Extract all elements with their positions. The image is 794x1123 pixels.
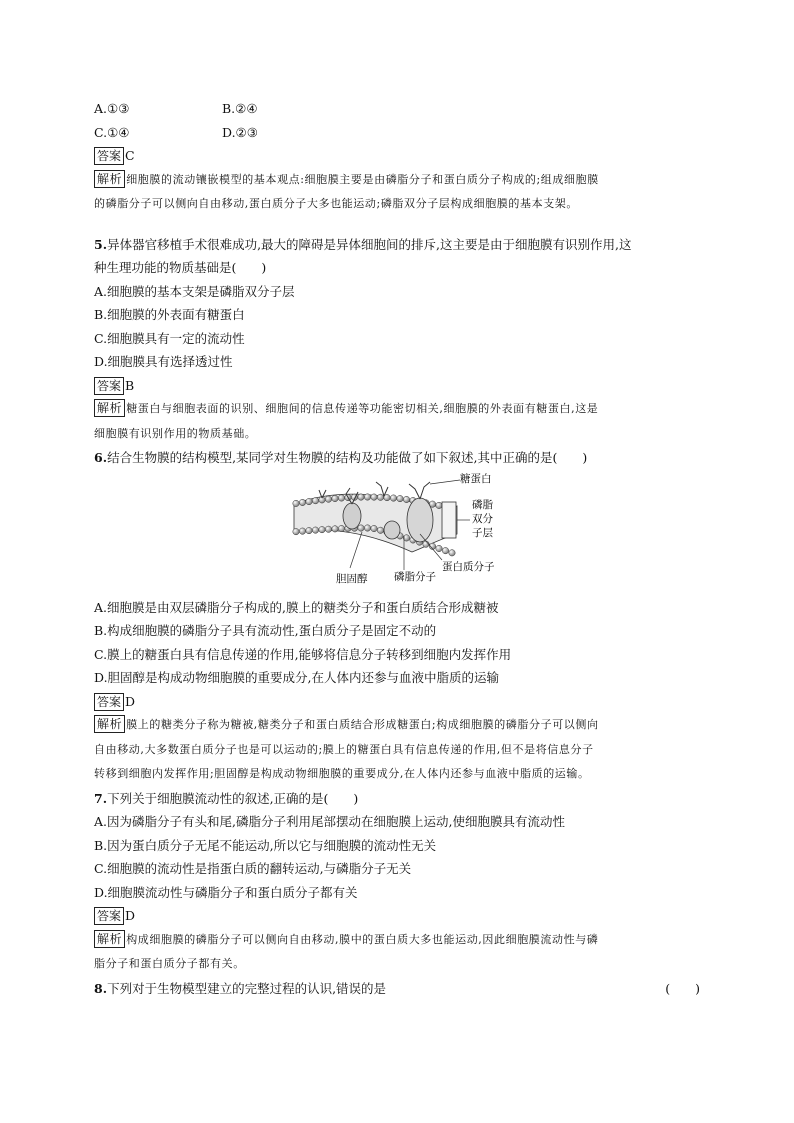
- answer-tag: 答案: [94, 907, 124, 925]
- q5-answer: [94, 374, 700, 398]
- phospholipid-head: [436, 502, 442, 508]
- q4-option-b: B.②④: [222, 101, 258, 116]
- q4-option-d: D.②③: [222, 124, 258, 140]
- q5-stem-line-2: 种生理功能的物质基础是( ): [94, 260, 267, 275]
- phospholipid-head: [299, 499, 305, 505]
- q4-options-row-2: [94, 121, 700, 145]
- q7-number: 7.: [94, 790, 108, 806]
- q7-answer: [94, 904, 700, 928]
- q8-number: 8.: [94, 980, 108, 996]
- q7-option-d: D.细胞膜流动性与磷脂分子和蛋白质分子都有关: [94, 884, 358, 900]
- phospholipid-head: [377, 494, 383, 500]
- q8-stem: [94, 977, 700, 1001]
- q7-stem-text: 下列关于细胞膜流动性的叙述,正确的是( ): [107, 790, 359, 806]
- explanation-tag: 解析: [94, 399, 125, 417]
- phospholipid-head: [390, 494, 396, 500]
- phospholipid-head: [371, 525, 377, 531]
- label-glycoprotein: 糖蛋白: [460, 472, 492, 485]
- membrane-diagram: [94, 470, 700, 596]
- membrane-model-figure: [292, 472, 512, 592]
- answer-tag: 答案: [94, 147, 124, 165]
- q5-explanation-line: 糖蛋白与细胞表面的识别、细胞间的信息传递等功能密切相关,细胞膜的外表面有糖蛋白,这是: [126, 402, 599, 415]
- phospholipid-head: [371, 493, 377, 499]
- q5-explanation-line: 细胞膜有识别作用的物质基础。: [94, 426, 257, 440]
- q7-option-b: B.因为蛋白质分子无尾不能运动,所以它与细胞膜的流动性无关: [94, 837, 437, 853]
- q5-stem-line-1: [94, 233, 700, 257]
- phospholipid-head: [312, 497, 318, 503]
- phospholipid-head: [338, 494, 344, 500]
- explanation-tag: 解析: [94, 170, 125, 188]
- label-phospholipid: 磷脂分子: [394, 570, 436, 583]
- q6-stem-text: 结合生物膜的结构模型,某同学对生物膜的结构及功能做了如下叙述,其中正确的是( ): [107, 450, 588, 465]
- phospholipid-head: [293, 528, 299, 534]
- protein-shape: [343, 503, 361, 529]
- phospholipid-head: [338, 525, 344, 531]
- q6-number: 6.: [94, 450, 108, 465]
- q6-option-b: B.构成细胞膜的磷脂分子具有流动性,蛋白质分子是固定不动的: [94, 623, 437, 638]
- phospholipid-head: [449, 549, 455, 555]
- phospholipid-head: [377, 527, 383, 533]
- answer-tag: 答案: [94, 377, 124, 395]
- phospholipid-head: [403, 496, 409, 502]
- phospholipid-head: [358, 524, 364, 530]
- q6-answer: [94, 690, 700, 714]
- q7-stem: [94, 787, 700, 811]
- q4-options-row-1: [94, 97, 700, 121]
- phospholipid-head: [364, 493, 370, 499]
- protein-shape: [384, 521, 400, 539]
- q4-answer: [94, 144, 700, 168]
- q7-option-a: A.因为磷脂分子有头和尾,磷脂分子利用尾部摆动在细胞膜上运动,使细胞膜具有流动性: [94, 814, 565, 829]
- q4-option-a: A.①③: [94, 101, 130, 116]
- explanation-tag: 解析: [94, 715, 125, 733]
- q5-option-d: D.细胞膜具有选择透过性: [94, 354, 233, 369]
- q6-explanation-line: 自由移动,大多数蛋白质分子也是可以运动的;膜上的糖蛋白具有信息传递的作用,但不是将信息分子: [94, 742, 594, 756]
- q4-explanation: [94, 168, 700, 217]
- q7-explanation-line: 脂分子和蛋白质分子都有关。: [94, 957, 245, 970]
- q5-explanation: [94, 397, 700, 446]
- q6-option-d: D.胆固醇是构成动物细胞膜的重要成分,在人体内还参与血液中脂质的运输: [94, 670, 500, 685]
- q5-option-b: B.细胞膜的外表面有糖蛋白: [94, 307, 245, 322]
- q7-option-c: C.细胞膜的流动性是指蛋白质的翻转运动,与磷脂分子无关: [94, 861, 412, 876]
- q6-answer-value: D: [125, 693, 136, 709]
- label-bilayer-1: 磷脂: [472, 498, 493, 511]
- label-cholesterol: 胆固醇: [336, 572, 368, 585]
- sugar-chain: [376, 482, 388, 496]
- q6-stem: [94, 446, 700, 470]
- phospholipid-head: [332, 525, 338, 531]
- label-bilayer-3: 子层: [472, 526, 493, 539]
- phospholipid-head: [332, 495, 338, 501]
- q8-answer-paren: ( ): [665, 980, 700, 996]
- phospholipid-head: [306, 498, 312, 504]
- label-protein: 蛋白质分子: [442, 560, 495, 573]
- q6-explanation-line: 膜上的糖类分子称为糖被,糖类分子和蛋白质结合形成糖蛋白;构成细胞膜的磷脂分子可以侧向: [126, 718, 599, 731]
- q7-answer-value: D: [125, 908, 136, 923]
- explanation-tag: 解析: [94, 930, 125, 948]
- q4-explanation-line: 的磷脂分子可以侧向自由移动,蛋白质分子大多也能运动;磷脂双分子层构成细胞膜的基本支架。: [94, 197, 578, 210]
- protein-shape: [407, 498, 433, 542]
- content: [94, 97, 700, 1000]
- q8-stem-text: 下列对于生物模型建立的完整过程的认识,错误的是: [107, 980, 387, 996]
- q6-option-a: A.细胞膜是由双层磷脂分子构成的,膜上的糖类分子和蛋白质结合形成糖被: [94, 599, 499, 615]
- q4-explanation-line: 细胞膜的流动镶嵌模型的基本观点:细胞膜主要是由磷脂分子和蛋白质分子构成的;组成细胞膜: [126, 172, 599, 186]
- q7-explanation-line: 构成细胞膜的磷脂分子可以侧向自由移动,膜中的蛋白质大多也能运动,因此细胞膜流动性与磷: [126, 932, 599, 946]
- q5-option-a: A.细胞膜的基本支架是磷脂双分子层: [94, 283, 295, 299]
- q6-option-c: C.膜上的糖蛋白具有信息传递的作用,能够将信息分子转移到细胞内发挥作用: [94, 646, 512, 662]
- q5-answer-value: B: [125, 377, 135, 393]
- phospholipid-head: [436, 545, 442, 551]
- q4-answer-value: C: [125, 148, 135, 163]
- q5-stem-text: 异体器官移植手术很难成功,最大的障碍是异体细胞间的排斥,这主要是由于细胞膜有识别作用,这: [107, 236, 632, 252]
- phospholipid-head: [312, 526, 318, 532]
- phospholipid-head: [325, 495, 331, 501]
- phospholipid-head: [442, 547, 448, 553]
- phospholipid-head: [299, 527, 305, 533]
- label-bilayer-2: 双分: [472, 512, 493, 525]
- phospholipid-head: [397, 495, 403, 501]
- q6-explanation: [94, 713, 700, 787]
- phospholipid-head: [364, 524, 370, 530]
- phospholipid-head: [358, 493, 364, 499]
- q4-option-c: C.①④: [94, 124, 130, 140]
- phospholipid-head: [306, 527, 312, 533]
- phospholipid-head: [325, 526, 331, 532]
- q7-explanation: [94, 928, 700, 977]
- sugar-chain: [409, 482, 430, 499]
- q6-explanation-line: 转移到细胞内发挥作用;胆固醇是构成动物细胞膜的重要成分,在人体内还参与血液中脂质的运输。: [94, 767, 590, 780]
- q5-option-c: C.细胞膜具有一定的流动性: [94, 330, 245, 346]
- answer-tag: 答案: [94, 693, 124, 711]
- q5-number: 5.: [94, 236, 108, 252]
- phospholipid-head: [293, 500, 299, 506]
- phospholipid-head: [319, 526, 325, 532]
